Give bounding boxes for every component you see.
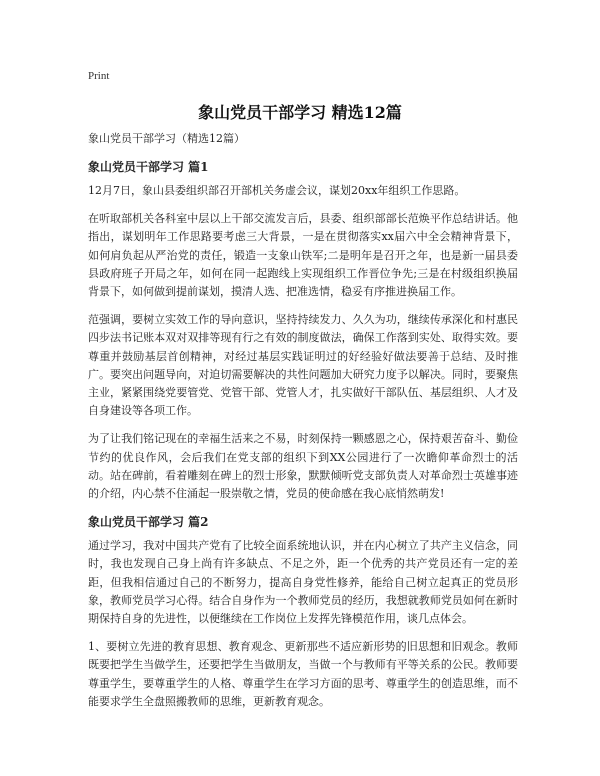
- section1-paragraph: 范强调，要树立实效工作的导向意识，坚持持续发力、久久为功，继续传承深化和村惠民四步法书记账本双对双排等现有行之有效的制度做法，确保工作落到实处、取得实效。要尊重并鼓励基层首创精神，对经过基层实践证明过的好经验好做法要善于总结、及时推广。要突出问题导向，对迫切需要解决的共性问题加大研究力度予以解决。同时，要聚焦主业，紧紧围绕党要管党、党管干部、党管人才，扎实做好干部队伍、基层组织、人才及自身建设等各项工作。: [88, 313, 518, 418]
- section2-paragraph: 通过学习，我对中国共产党有了比较全面系统地认识，并在内心树立了共产主义信念，同时，我也发现自己身上尚有许多缺点、不足之外，距一个优秀的共产党员还有一定的差距，但我相信通过自己的不断努力，提高自身党性修养，能给自己树立起真正的党员形象，教师党员学习心得。结合自身作为一个教师党员的经历，我想就教师党员如何在新时期保持自身的先进性，以便继续在工作岗位上发挥先锋模范作用，谈几点体会。: [88, 539, 518, 626]
- section1-paragraph: 为了让我们铭记现在的幸福生活来之不易，时刻保持一颗感恩之心，保持艰苦奋斗、勤俭节约的优良作风，会后我们在党支部的组织下到XX公园进行了一次瞻仰革命烈士的活动。站在碑前，看着雕刻在碑上的烈士形象，默默倾听党支部负责人对革命烈士英雄事迹的介绍，内心禁不住涌起一股崇敬之情，党员的使命感在我心底悄然萌发!: [88, 432, 518, 501]
- article-subtitle: 象山党员干部学习（精选12篇）: [88, 132, 245, 145]
- section1-paragraph: 12月7日，象山县委组织部召开部机关务虚会议，谋划20xx年组织工作思路。: [88, 184, 466, 197]
- section-heading-1: 象山党员干部学习 篇1: [88, 160, 209, 174]
- page-title: 象山党员干部学习 精选12篇: [198, 103, 402, 122]
- print-link[interactable]: Print: [88, 70, 110, 82]
- section1-paragraph: 在听取部机关各科室中层以上干部交流发言后，县委、组织部部长范焕平作总结讲话。他指出，谋划明年工作思路要考虑三大背景，一是在贯彻落实xx届六中全会精神背景下，如何肩负起从严治党的责任，锻造一支象山铁军;二是明年是召开之年，也是新一届县委县政府班子开局之年，如何在同一起跑线上实现组织工作晋位争先;三是在村级组织换届背景下，如何做到提前谋划，摸清人选、把准选情，稳妥有序推进换届工作。: [88, 212, 518, 299]
- article-body: [88, 130, 518, 721]
- section-heading-2: 象山党员干部学习 篇2: [88, 515, 209, 530]
- section2-paragraph: 1、要树立先进的教育思想、教育观念、更新那些不适应新形势的旧思想和旧观念。教师既要把学生当做学生，还要把学生当做朋友，当做一个与教师有平等关系的公民。教师要尊重学生，要尊重学生的人格、尊重学生在学习方面的思考、尊重学生的创造思维，而不能要求学生全盘照搬教师的思维，更新教育观念。: [88, 640, 518, 708]
